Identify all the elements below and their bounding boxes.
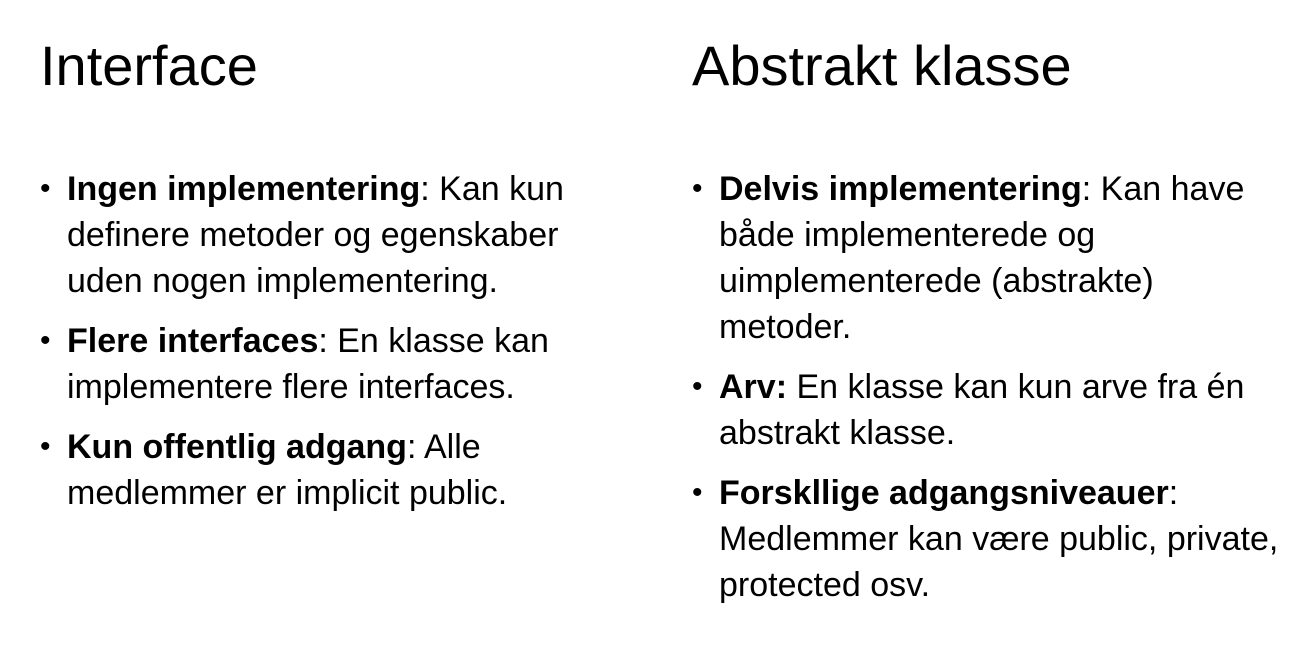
- bullet-text: Kan kun definere metoder og egenskaber uden nogen implementering.: [67, 170, 564, 300]
- abstract-class-heading: Abstrakt klasse: [692, 34, 1072, 97]
- bullet-item: [692, 470, 1282, 608]
- bullet-separator: :: [406, 428, 417, 466]
- bullet-separator: :: [420, 170, 430, 208]
- bullet-item: [692, 364, 1282, 456]
- bullet-separator: :: [1168, 474, 1179, 512]
- interface-bullet-list: [40, 166, 620, 530]
- bullet-item: [40, 318, 620, 410]
- bullet-text: Medlemmer kan være public, private, protected osv.: [719, 520, 1279, 604]
- bullet-point-icon: •: [692, 172, 703, 205]
- bullet-item: [40, 424, 620, 516]
- bullet-item: [692, 166, 1282, 350]
- bullet-term: Ingen implementering: [67, 170, 421, 208]
- bullet-point-icon: •: [40, 172, 51, 205]
- bullet-text: En klasse kan implementere flere interfaces.: [67, 322, 549, 406]
- bullet-term: Forskllige adgangsniveauer: [719, 474, 1169, 512]
- interface-heading: Interface: [40, 34, 258, 97]
- abstract-class-bullet-list: [692, 166, 1282, 622]
- bullet-term: Arv:: [719, 368, 788, 406]
- bullet-text: Kan have både implementerede og uimplementerede (abstrakte) metoder.: [719, 170, 1245, 346]
- bullet-term: Delvis implementering: [719, 170, 1082, 208]
- bullet-point-icon: •: [692, 370, 703, 403]
- bullet-text: En klasse kan kun arve fra én abstrakt klasse.: [719, 368, 1245, 452]
- bullet-item: [40, 166, 620, 304]
- bullet-separator: :: [318, 322, 328, 360]
- bullet-point-icon: •: [692, 476, 703, 509]
- bullet-text: Alle medlemmer er implicit public.: [67, 428, 508, 512]
- bullet-separator: :: [1081, 170, 1092, 208]
- bullet-term: Kun offentlig adgang: [67, 428, 407, 466]
- bullet-point-icon: •: [40, 324, 51, 357]
- bullet-term: Flere interfaces: [67, 322, 319, 360]
- bullet-point-icon: •: [40, 430, 51, 463]
